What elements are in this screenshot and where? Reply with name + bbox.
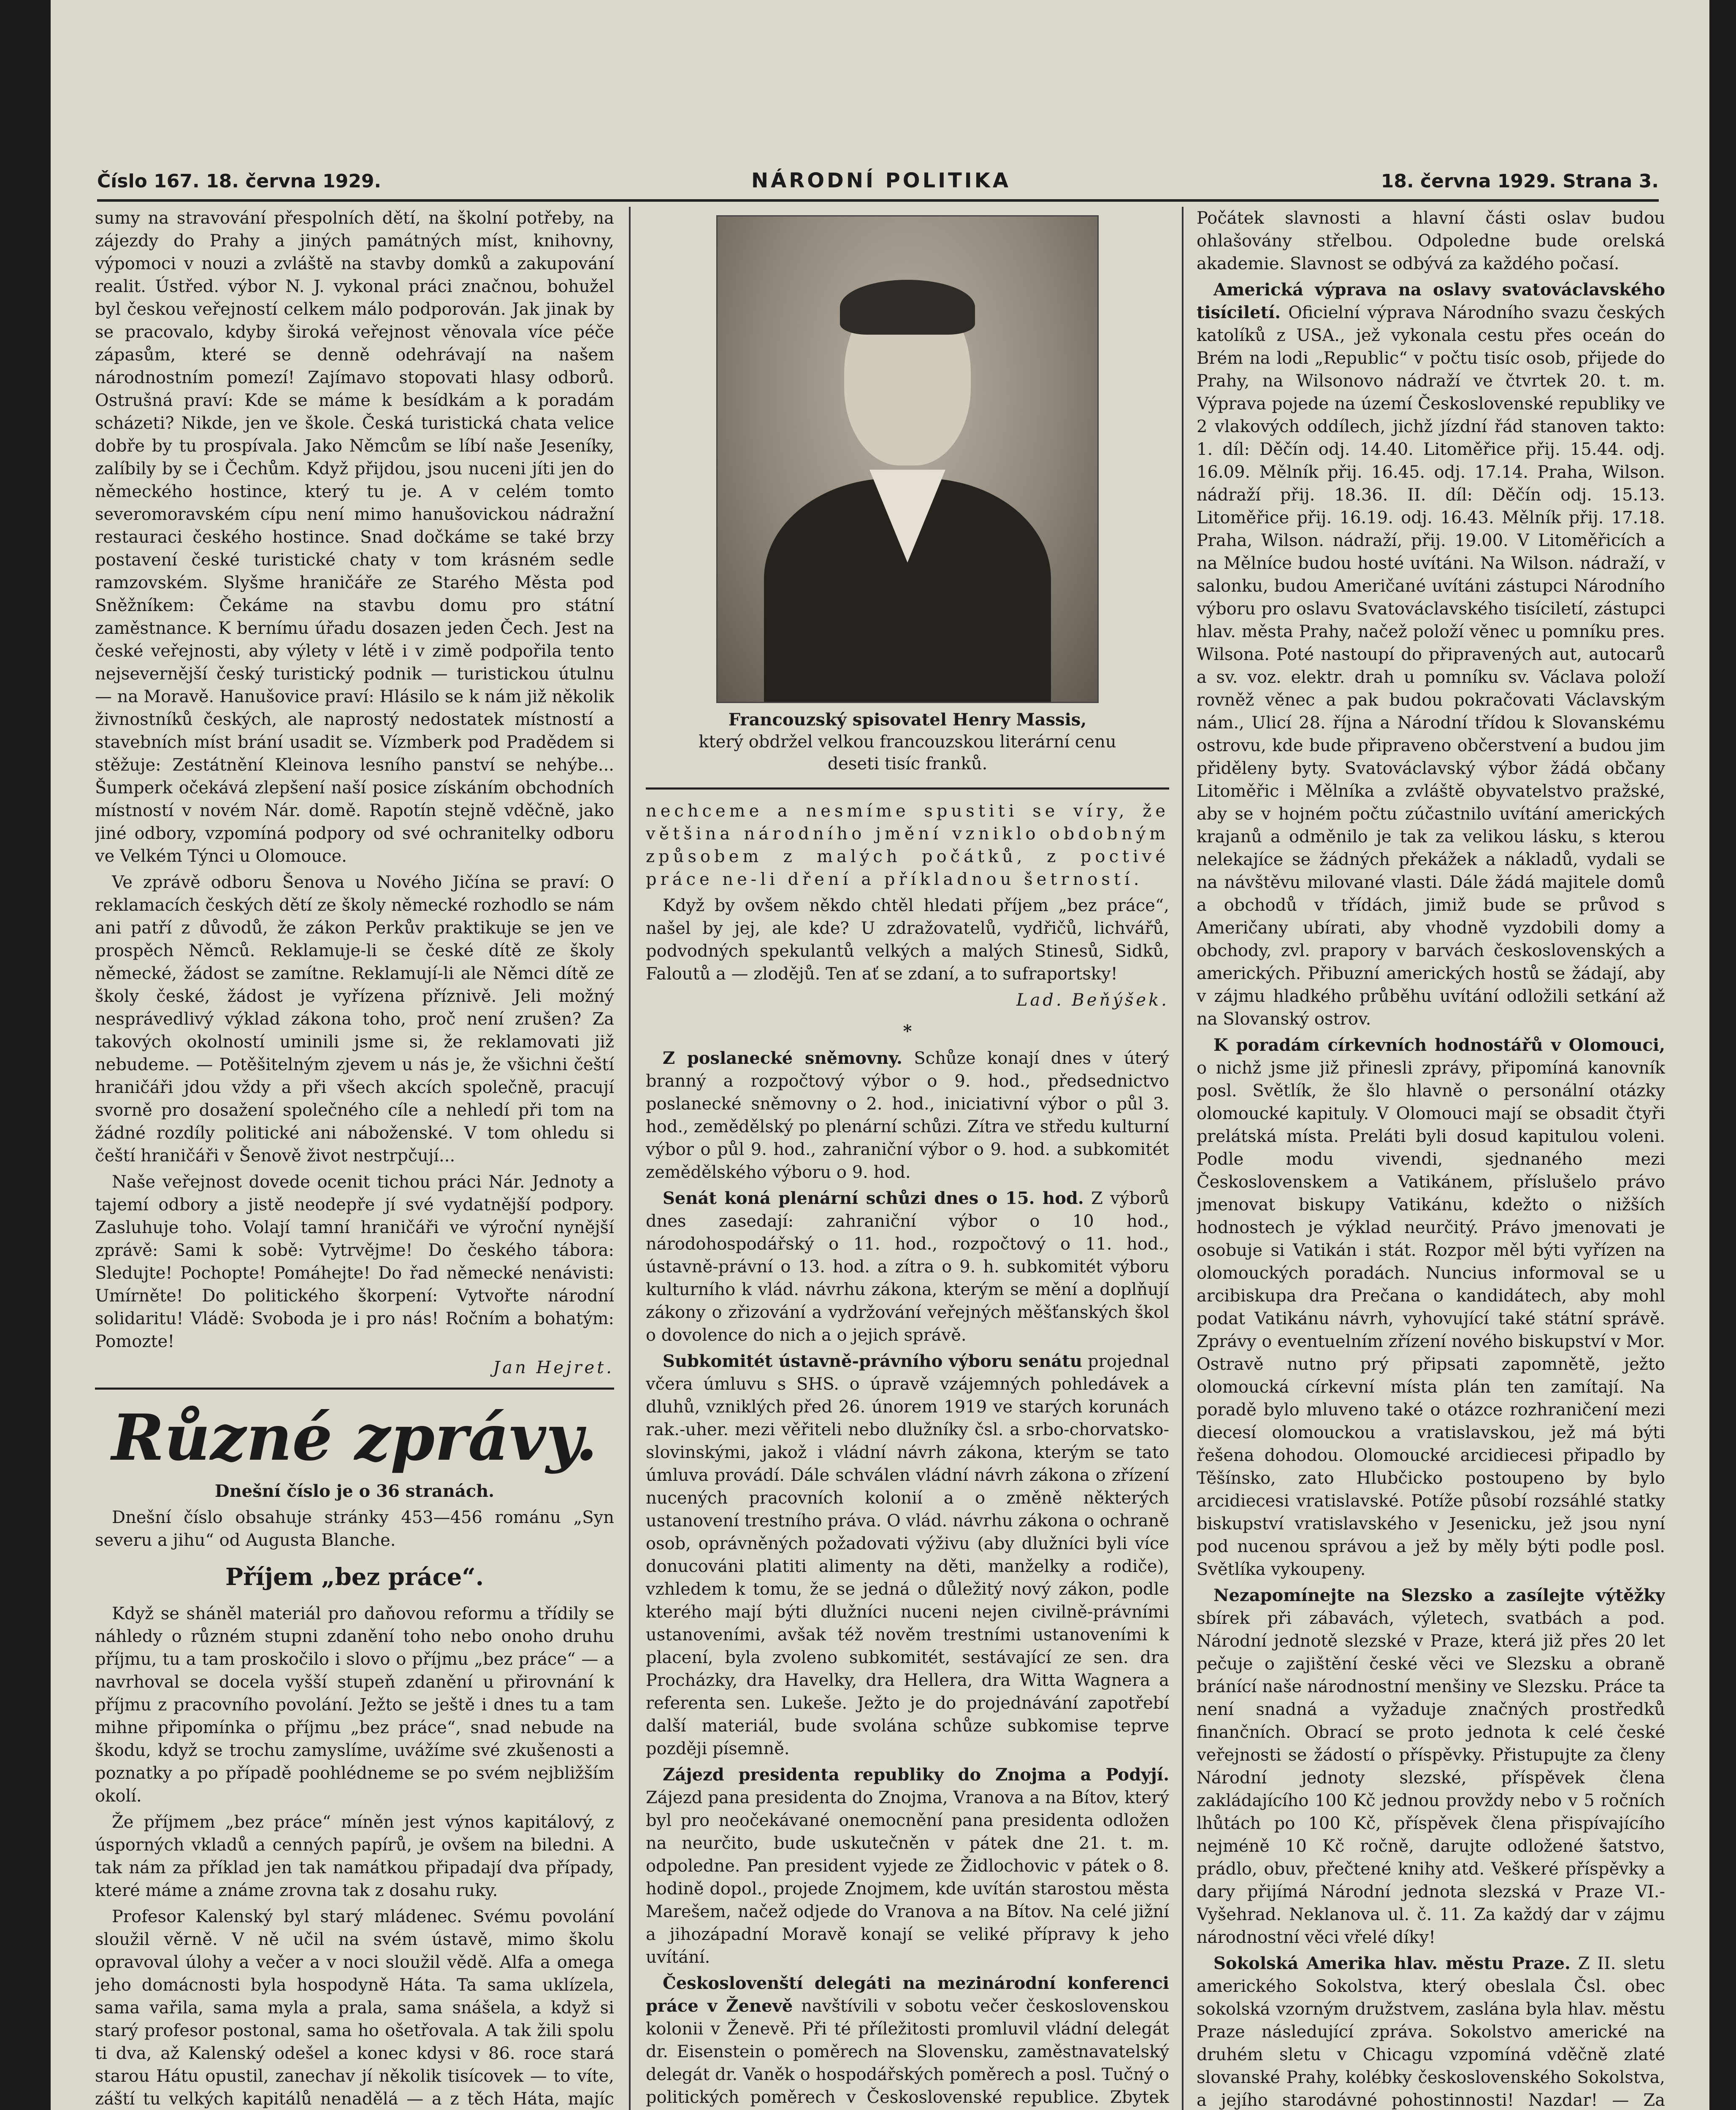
caption-body: který obdržel velkou francouzskou literární cenu deseti tisíc franků.: [699, 732, 1116, 774]
news-text: Zájezd pana presidenta do Znojma, Vranova a na Bítov, který byl pro neočekávané onemocnění pana presidenta odložen na neurčito, bude uskutečněn v pátek dne 21. t. m. odpoledne. Pan president vyjede ze Židlochovic v pátek o 8. hodině dopol., projede Znojmem, kde uvítán starostou města Marešem, načež odjede do Vranova a na Bítov. Na celé jižní a jihozápadní Moravě konají se veliké přípravy k jeho uvítání.: [646, 1788, 1169, 1967]
news-text: Schůze konají dnes v úterý branný a rozpočtový výbor o 9. hod., předsednictvo poslanecké sněmovny o 2. hod., iniciativní výbor o půl 3. hod., zemědělský po plenární schůzi. Zítra ve středu kulturní výbor o půl 9. hod., zahraniční výbor o 9. hod. a subkomitét zemědělského výboru o 9. hod.: [646, 1049, 1169, 1182]
article-paragraph: Když se sháněl materiál pro daňovou reformu a třídily se náhledy o různém stupni zdanění toho nebo onoho druhu příjmu, tu a tam proskočilo i slovo o příjmu „bez práce“ — a navrhoval se docela vyšší stupeň zdanění u přirovnání k příjmu z pracovního povolání. Ježto se ještě i dnes tu a tam mihne připomínka o příjmu „bez práce“, snad nebude na škodu, když se trochu zamyslíme, uvážíme své zkušenosti a poznatky a po případě poohlédneme se po svém nejbližším okolí.: [95, 1604, 614, 1806]
news-heading: K poradám církevních hodnostářů v Olomouci,: [1213, 1035, 1665, 1055]
news-heading: Sokolská Amerika hlav. městu Praze.: [1213, 1953, 1571, 1973]
news-heading: Českoslovenští delegáti na mezinárodní konferenci práce v Ženevě: [646, 1973, 1169, 2016]
caption-title: Francouzský spisovatel Henry Massis,: [728, 710, 1087, 730]
article-paragraph: Počátek slavnosti a hlavní části oslav budou ohlašovány střelbou. Odpoledne bude orelská akademie. Slavnost se odbývá za každého počasí.: [1197, 208, 1665, 273]
article-paragraph: Když by ovšem někdo chtěl hledati příjem „bez práce“, našel by jej, ale kde? U zdražovatelů, vydřičů, lichvářů, podvodných spekulantů velkých a malých Stinesů, Sidků, Faloutů a — zlodějů. Ten ať se zdaní, a to sufraportsky!: [646, 896, 1169, 984]
author-signature: Lad. Beňýšek.: [1016, 990, 1169, 1010]
section-rule: [95, 1388, 614, 1390]
news-text: Z výborů dnes zasedají: zahraniční výbor o 10 hod., národohospodářský o 11. hod., rozpočtový o 11. hod., ústavně-právní o 13. hod. a zítra o 9. h. subkomitét výboru kulturního k vlád. návrhu zákona, kterým se mění a doplňují zákony o zřizování a vydržování veřejných měšťanských škol o dovolence do nich a o jejich správě.: [646, 1189, 1169, 1345]
news-text: o nichž jsme již přinesli zprávy, připomíná kanovník posl. Světlík, že šlo hlavně o personální otázky olomoucké kapituly. V Olomouci mají se obsadit čtyři prelátská místa. Preláti byli dosud kapitulou voleni. Podle modu vivendi, sjednaného mezi Československem a Vatikánem, příslušelo právo jmenovat biskupy Vatikánu, kdežto o nižších hodnostech je výklad neurčitý. Právo jmenovati je osobuje si Vatikán i stát. Rozpor měl býti vyřízen na olomouckých poradách. Nuncius informoval se u arcibiskupa dra Prečana o kandidátech, aby mohl podat Vatikánu návrh, vyhovující také státní správě. Zprávy o eventuelním zřízení nového biskupství v Mor. Ostravě nutno prý připsati zapomnětě, ježto olomoucká církevní místa plán ten zamítají. Na poradě bylo mluveno také o otázce rozhraničení mezi diecesí olomouckou a vratislavskou, jež má býti řešena dohodou. Olomoucké arcidiecesi připadlo by Těšínsko, zato Hlubčicko postoupeno by bylo arcidiecesi vratislavské. Potíže působí rozsáhlé statky biskupství vratislavského v Jesenicku, jež jsou nyní pod nucenou správou a jež by měly býti podle posl. Světlíka vykoupeny.: [1197, 1058, 1665, 1579]
column-3: [1197, 207, 1665, 2110]
article-paragraph: nechceme a nesmíme spustiti se víry, že většina národního jmění vzniklo obdobným způsobem z malých počátků, z poctivé práce ne-li dření a příkladnou šetrností.: [646, 801, 1169, 889]
article-paragraph: Ve zprávě odboru Šenova u Nového Jičína se praví: O reklamacích českých dětí ze školy německé rozhodlo se nám ani patří z důvodů, že zákon Perkův praktikuje se jen ve prospěch Němců. Reklamuje-li se české dítě ze školy německé, žádost se zamítne. Reklamují-li ale Němci dítě ze školy české, žádost je vyřízena příznivě. Jeli možný nesprávedlivý výklad zákona toho, proč není zrušen? Za takových okolností uminili jsme si, že reklamovati již nebudeme. — Potěšitelným zjevem u nás je, že všichni čeští hraničáři jdou vždy a při všech akcích společně, pracují svorně pro dosažení společného cíle a nehledí při tom na žádné rozdíly politické ani náboženské. V tom ohledu si čeští hraničáři v Šenově život nestrpčují...: [95, 873, 614, 1166]
news-heading: Nezapomínejte na Slezsko a zasílejte výtěžky: [1213, 1585, 1665, 1605]
news-text: Z II. sletu amerického Sokolstva, který obeslala Čsl. obec sokolská vzorným družstvem, zaslána byla hlav. městu Praze následující zpráva. Sokolstvo americké na druhém sletu v Chicagu vzpomíná vděčně zlaté slovanské Prahy, kolébky československého Sokolstva, a jejího starodávné pohostinnosti! Nazdar! — Za: [1197, 1954, 1665, 2110]
date-page-right: 18. června 1929. Strana 3.: [1381, 170, 1659, 192]
notice-heading: Dnešní číslo je o 36 stranách.: [214, 1481, 495, 1501]
news-heading: Zájezd presidenta republiky do Znojma a Podyjí.: [663, 1765, 1169, 1785]
photo-caption: [688, 709, 1127, 775]
article-paragraph: Profesor Kalenský byl starý mládenec. Svému povolání sloužil věrně. V ně učil na svém ústavě, mimo školu opravoval úlohy a večer a v noci sloužil vědě. Alfa a omega jeho domácnosti byla hospodyně Háta. Ta sama uklízela, sama vařila, sama myla a prala, sama snášela, a když si starý profesor postonal, sama ho ošetřovala. A tak žili spolu ti dva, až Kalenský odešel a konec kdysi v 86. roce stará starou Hátu opustil, zanechav jí několik tisícovek — to víte, záští tu velkých kapitálů nenadělá — a z těch Háta, majíc: [95, 1907, 614, 2109]
issue-date-left: Číslo 167. 18. června 1929.: [97, 170, 382, 192]
news-text: sbírek při zábavách, výletech, svatbách a pod. Národní jednotě slezské v Praze, která již přes 20 let pečuje o zajištění české věci ve Slezsku a obraně bránící naše národnostní menšiny ve Slezsku. Práce ta není snadná a vyžaduje značných prostředků finančních. Obrací se proto jednota k celé české veřejnosti se žádostí o příspěvky. Přistupujte za členy Národní jednoty slezské, příspěvek člena zakládajícího 100 Kč jednou provždy nebo v 5 ročních lhůtách po 100 Kč, příspěvek člena přispívajícího nejméně 10 Kč ročně, darujte odložené šatstvo, prádlo, obuv, přečtené knihy atd. Veškeré příspěvky a dary přijímá Národní jednota slezská v Praze VI.-Vyšehrad. Neklanova ul. č. 11. Za každý dar v zájmu národnostní věci vřelé díky!: [1197, 1609, 1665, 1947]
news-heading: Z poslanecké sněmovny.: [663, 1048, 902, 1068]
article-paragraph: Že příjmem „bez práce“ míněn jest výnos kapitálový, z úsporných vkladů a cenných papírů, je ovšem na biledni. A tak nám za příklad jen tak namátkou připadají dva případy, které máme a známe zrovna tak z dosahu ruky.: [95, 1812, 614, 1900]
masthead: NÁRODNÍ POLITIKA: [751, 169, 1011, 192]
portrait-photo: [716, 215, 1099, 703]
article-paragraph: Dnešní číslo obsahuje stránky 453—456 románu „Syn severu a jihu“ od Augusta Blanche.: [95, 1508, 614, 1550]
author-signature: Jan Hejret.: [493, 1358, 614, 1377]
column-divider: [629, 207, 631, 2110]
separator-star: *: [903, 1021, 912, 1041]
article-paragraph: sumy na stravování přespolních dětí, na školní potřeby, na zájezdy do Prahy a jiných památných míst, knihovny, výpomoci v nouzi a zvláště na stavby domků a zakupování realit. Ústřed. výbor N. J. vykonal práci značnou, bohužel byl českou veřejností celkem málo podporován. Jak jinak by se pracovalo, kdyby široká veřejnost věnovala více péče zápasům, které se denně odehrávají na našem národnostním pomezí! Zajímavo stopovati hlasy odborů. Ostrušná praví: Kde se máme k besídkám a k poradám scházeti? Nikde, jen ve škole. Česká turistická chata velice dobře by tu prospívala. Jako Němcům se líbí naše Jeseníky, zalíbily by se i Čechům. Když přijdou, jsou nuceni jíti jen do německého hostince, který tu je. A v celém tomto severomoravském cípu není mimo hanušovickou nádražní restauraci českého hostince. Snad dočkáme se také brzy postavení české turistické chaty v tom krásném sedle ramzovském. Slyšme hraničáře ze Starého Města pod Sněžníkem: Čekáme na stavbu domu pro státní zaměstnance. K bernímu úřadu dosazen jeden Čech. Jest na české veřejnosti, aby výlety v létě i v zimě podpořila tento nejsevernější český turistický podnik — turistickou útulnu — na Moravě. Hanušovice praví: Hlásilo se k nám již několik živnostníků českých, ale naprostý nedostatek místností a stavebních míst brání usadit se. Vízmberk pod Pradědem si stěžuje: Zestátnění Kleinova lesního panství se nehýbe... Šumperk očekává zlepšení naší posice získáním obchodních místností v novém Nár. domě. Rapotín stejně vděčně, jako jiné odbory, vzpomíná podpory od své ochranitelky odboru ve Velkém Týnci u Olomouce.: [95, 208, 614, 866]
news-heading: Senát koná plenární schůzi dnes o 15. hod.: [663, 1188, 1084, 1208]
header-rule: [97, 199, 1659, 202]
article-paragraph: Naše veřejnost dovede ocenit tichou práci Nár. Jednoty a tajemí odbory a jistě neodepře jí své vydatnější podpory. Zasluhuje toho. Volají tamní hraničáři ve výroční nynější zprávě: Sami k sobě: Vytrvějme! Do českého tábora: Sledujte! Pochopte! Pomáhejte! Do řad německé nenávisti: Umírněte! Do politického škorpení: Vytvořte národní solidaritu! Vládě: Svoboda je i pro nás! Ročním a bohatým: Pomozte!: [95, 1172, 614, 1351]
section-rule: [646, 787, 1169, 790]
article-headline: Příjem „bez práce“.: [225, 1563, 484, 1591]
column-1: [95, 207, 614, 2110]
news-text: projednal včera úmluvu s SHS. o úpravě vzájemných pohledávek a dluhů, vzniklých před 26. únorem 1919 ve starých korunách rak.-uher. mezi věřiteli nebo dlužníky čsl. a srbo-chorvatsko-slovinskými, jakož i vládní návrh zákona, kterým se tato úmluva provádí. Dále schválen vládní návrh zákona o zřízení nucených pracovních kolonií a o změně některých ustanovení trestního práva. O vlád. návrhu zákona o ochraně osob, oprávněných požadovati výživu (aby dlužníci byli více donucováni platiti alimenty na děti, manželky a rodiče), vzhledem k tomu, že se jedná o důležitý nový zákon, podle kterého mají býti dlužníci nuceni nejen civilně-právními ustanoveními, avšak též nověm trestními ustanoveními k placení, byla zvoleno subkomitét, sestávající ze sen. dra Procházky, dra Havelky, dra Hellera, dra Witta Wagnera a referenta sen. Lukeše. Ježto je do projednávání zapotřebí další materiál, bude svolána schůze subkomise teprve později písemně.: [646, 1352, 1169, 1758]
section-title: Různé zprávy.: [111, 1401, 598, 1475]
page-header: [97, 169, 1659, 198]
column-divider: [1182, 207, 1184, 2110]
newspaper-page: [51, 0, 1709, 2110]
news-text: Oficielní výprava Národního svazu českých katolíků z USA., jež vykonala cestu přes oceán do Brém na lodi „Republic“ v počtu tisíc osob, přijede do Prahy, na Wilsonovo nádraží ve čtvrtek 20. t. m. Výprava pojede na území Československé republiky ve 2 vlakových oddílech, jichž jízdní řád stanoven takto: 1. díl: Děčín odj. 14.40. Litoměřice přij. 15.44. odj. 16.09. Mělník přij. 16.45. odj. 17.14. Praha, Wilson. nádraží přij. 18.36. II. díl: Děčín odj. 15.13. Litoměřice přij. 16.19. odj. 16.43. Mělník přij. 17.18. Praha, Wilson. nádraží, přij. 19.00. V Litoměřicích a na Mělníce budou hosté uvítáni. Na Wilson. nádraží, v salonku, budou Američané uvítáni zástupci Národního výboru pro oslavu Svatováclavského tisíciletí, zástupci hlav. města Prahy, načež položí věnec u pomníku pres. Wilsona. Poté nastoupí do připravených aut, autocarů a sv. voz. elektr. drah u pomníku sv. Václava položí rovněž věnec a pak budou pokračovati Václavským nám., Ulicí 28. října a Národní třídou k Slovanskému ostrovu, kde bude připraveno občerstvení a budou jim přiděleny byty. Svatováclavský výbor žádá občany Litoměřic i Mělníka a zvláště obyvatelstvo pražské, aby se v hojném počtu zúčastnilo uvítání amerických krajanů a odměnilo je tak za velikou lásku, s kterou nelekajíce se žádných překážek a nákladů, vydali se na návštěvu milované vlasti. Dále žádá majitele domů a obchodů v třídách, jimiž bude se průvod s Američany ubírati, aby vhodně vyzdobili domy a obchody, zvl. prapory v barvách československých a amerických. Přibuzní amerických hostů se žádají, aby v zájmu hladkého průběhu uvítání odložili setkání až na Slovanský ostrov.: [1197, 303, 1665, 1029]
news-heading: Subkomitét ústavně-právního výboru senátu: [663, 1351, 1082, 1371]
column-2: [646, 207, 1169, 2110]
photo-block: [688, 215, 1127, 775]
news-text: navštívili v sobotu večer československou kolonii v Ženevě. Při té příležitosti promluvil vládní delegát dr. Eisenstein o poměrech na Slovensku, zaměstnavatelský delegát dr. Vaněk o hospodářských poměrech a posl. Tučný o politických poměrech v Československé republice. Zbytek: [646, 1996, 1169, 2107]
news-heading: Americká výprava na oslavy svatováclavského tisíciletí.: [1197, 280, 1665, 322]
